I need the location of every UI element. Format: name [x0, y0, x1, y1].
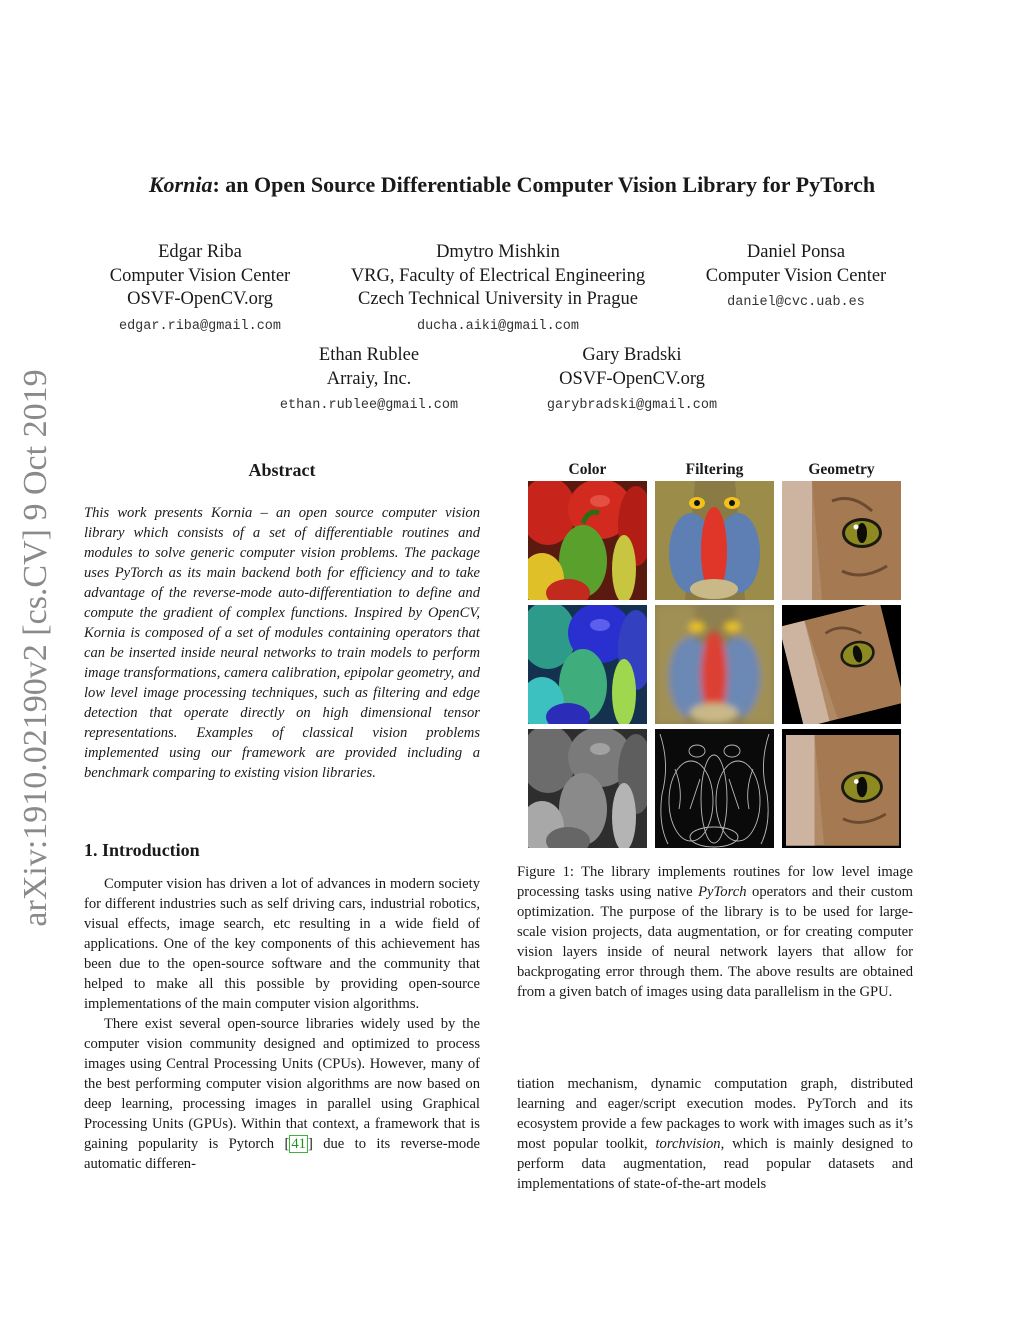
intro-left-column: [84, 874, 480, 1174]
author-email[interactable]: daniel@cvc.uab.es: [727, 295, 865, 310]
title-library-name: Kornia: [148, 172, 213, 197]
figure-column-color: Color: [568, 461, 607, 478]
intro-paragraph-1: Computer vision has driven a lot of advances in modern society for different industries such as self driving cars, industrial robotics, visual effects, image search, etc resulting in a wide field of applications. One of the key components of this achievement has been due to the open-source software and the community that helped to make all this possible by providing open-source implementations of the main computer vision algorithms.: [84, 876, 480, 1012]
author-affiliation: OSVF-OpenCV.org: [127, 289, 273, 309]
figure-column-filtering: Filtering: [685, 461, 744, 478]
intro-paragraph-2-end: due to its reverse-mode automatic differen-: [84, 1136, 480, 1172]
author-block-5: [522, 344, 742, 418]
figure-image-cat-scaled: [782, 729, 901, 848]
author-affiliation: Computer Vision Center: [109, 265, 291, 286]
figure-caption: [517, 862, 913, 1002]
author-affiliation: VRG, Faculty of Electrical Engineering: [350, 265, 646, 286]
torchvision-term: torchvision: [655, 1136, 721, 1152]
intro-paragraph-3: [517, 1074, 913, 1194]
author-block-1: [90, 241, 310, 338]
author-block-2: [328, 241, 668, 338]
author-email[interactable]: ethan.rublee@gmail.com: [279, 398, 459, 413]
author-email[interactable]: garybradski@gmail.com: [546, 398, 718, 413]
author-block-3: [686, 241, 906, 315]
arxiv-side-stamp: arXiv:1910.02190v2 [cs.CV] 9 Oct 2019: [17, 369, 54, 927]
intro-paragraph-2: There exist several open-source libraries widely used by the computer vision community designed and optimized to process images using Central Processing Units (CPUs). However, many of the best performing computer vision algorithms are now based on deep learning, processing images in parallel using Graphical Processing Units (GPUs). Within that context, a framework that is gaining popularity is Pytorch [ 41 ] due to its reverse-mode automatic differen-: [84, 1016, 480, 1172]
author-affiliation: Computer Vision Center: [705, 265, 887, 286]
figure-image-peppers: [528, 481, 647, 600]
intro-paragraph-2-text: There exist several open-source libraries widely used by the computer vision community designed and optimized to process images using Central Processing Units (CPUs). However, many of the best performing computer vision algorithms are now based on deep learning, processing images in parallel using Graphical Processing Units (GPUs). Within that context, a framework that is gaining popularity is Pytorch: [84, 1016, 480, 1152]
paper-title: [0, 172, 1024, 198]
figure-caption-text: Figure 1: The library implements routines for low level image processing tasks using native: [517, 864, 913, 900]
author-affiliation: OSVF-OpenCV.org: [559, 368, 705, 389]
figure-image-mandrill: [655, 481, 774, 600]
figure-image-mandrill-edges: [655, 729, 774, 848]
author-name: Edgar Riba: [158, 242, 242, 262]
figure-caption-end: operators and their custom optimization. The purpose of the library is to be used for large-scale vision projects, data augmentation, or for creating computer vision layers inside of neural network layers that allow for backprogating error through them. The above results are obtained from a given batch of images using data parallelism in the GPU.: [517, 884, 913, 1000]
author-name: Gary Bradski: [582, 345, 682, 365]
abstract-text: This work presents Kornia – an open source computer vision library which consists of a set of differentiable routines and modules to solve generic computer vision problems. The package uses PyTorch as its main backend both for efficiency and to take advantage of the reverse-mode auto-differentiation to define and compute the gradient of complex functions. Inspired by OpenCV, Kornia is composed of a set of modules containing operators that can be inserted inside neural networks to train models to perform image transformations, camera calibration, epipolar geometry, and low level image processing techniques, such as filtering and edge detection that operate directly on high dimensional tensor representations. Examples of classical vision problems implemented using our framework are provided including a benchmark comparing to existing vision libraries.: [84, 505, 480, 781]
author-email[interactable]: edgar.riba@gmail.com: [118, 318, 282, 334]
figure-image-peppers-grayscale: [528, 729, 647, 848]
author-name: Ethan Rublee: [318, 345, 420, 365]
figure-image-peppers-color-shift: [528, 605, 647, 724]
citation-link[interactable]: 41: [291, 1136, 306, 1152]
abstract-heading: Abstract: [248, 460, 316, 480]
title-rest: : an Open Source Differentiable Computer Vision Library for PyTorch: [212, 172, 876, 197]
author-affiliation: Czech Technical University in Prague: [358, 289, 638, 309]
figure-caption-pytorch: PyTorch: [698, 884, 747, 900]
author-name: Dmytro Mishkin: [436, 242, 560, 262]
intro-right-column: [517, 1074, 913, 1194]
intro-heading: 1. Introduction: [84, 840, 200, 860]
figure-image-cat-rotated: [782, 605, 901, 724]
intro-paragraph-3-end: , which is mainly designed to perform data augmentation, read popular datasets and implementations of state-of-the-art models: [517, 1136, 913, 1192]
intro-paragraph-3-text: tiation mechanism, dynamic computation graph, distributed learning and eager/script execution modes. PyTorch and its ecosystem provide a few packages to work with images such as it’s most popular toolkit,: [517, 1076, 913, 1152]
figure-image-cat: [782, 481, 901, 600]
author-block-4: [259, 344, 479, 418]
author-name: Daniel Ponsa: [746, 242, 846, 262]
figure-column-geometry: Geometry: [808, 461, 875, 478]
figure-image-mandrill-blurred: [655, 605, 774, 724]
author-affiliation: Arraiy, Inc.: [326, 368, 412, 389]
author-email[interactable]: ducha.aiki@gmail.com: [416, 318, 580, 334]
